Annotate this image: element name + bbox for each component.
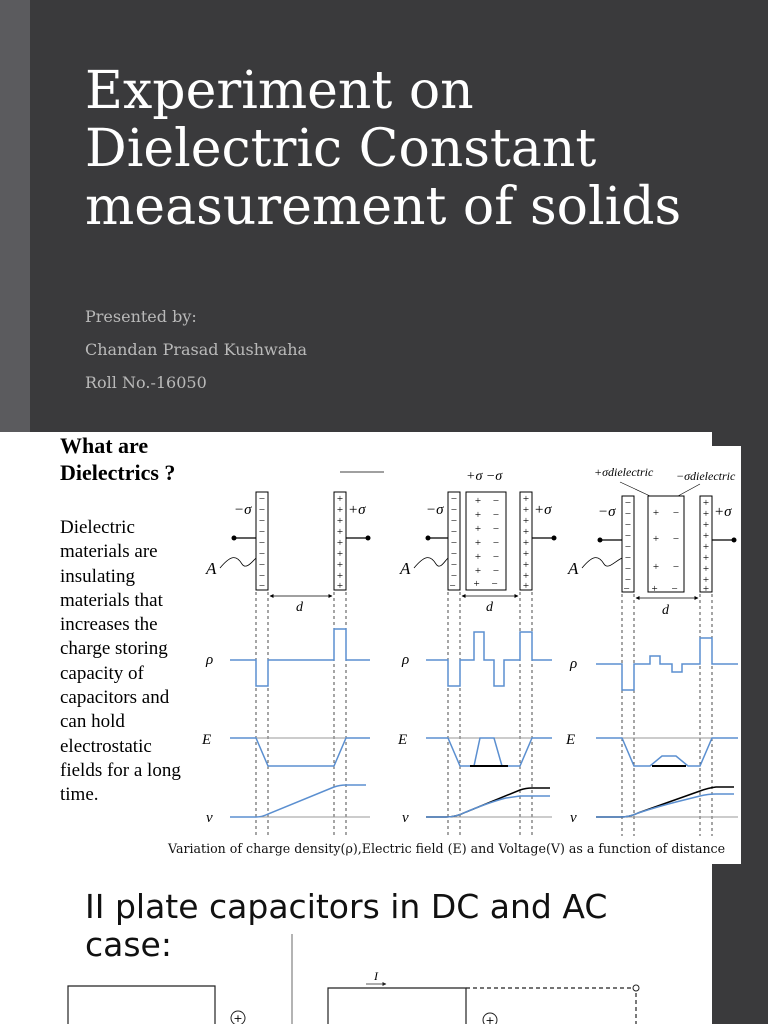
svg-text:v: v — [570, 810, 577, 826]
svg-text:E: E — [398, 732, 408, 748]
svg-text:−σ: −σ — [598, 504, 616, 520]
capacitor-heading: II plate capacitors in DC and AC case: — [85, 887, 608, 964]
slide-side-strip — [712, 864, 768, 1024]
plus-column: + + + + + + + + + — [336, 493, 344, 592]
current-label: I — [374, 969, 378, 983]
field-curve — [230, 738, 370, 766]
svg-text:E: E — [566, 732, 576, 748]
svg-text:+σ: +σ — [534, 502, 552, 518]
field-axis-label: E — [202, 732, 212, 748]
title-accent-bar — [0, 0, 30, 432]
title-slide — [0, 0, 768, 432]
svg-text:+: + — [233, 1012, 243, 1024]
capacitor-circuits — [60, 930, 660, 1024]
pair-sigma-label: +σ −σ — [466, 469, 503, 484]
svg-text:v: v — [402, 810, 409, 826]
voltage-axis-label: v — [206, 810, 213, 826]
presented-by-label: Presented by: — [85, 307, 197, 326]
roll-number: Roll No.-16050 — [85, 373, 207, 392]
presenter-name: Chandan Prasad Kushwaha — [85, 340, 308, 359]
rho-curve — [230, 629, 370, 686]
svg-text:ρ: ρ — [570, 656, 578, 672]
dielectrics-slide — [0, 432, 768, 864]
neg-sigma-dielectric-label: −σdielectric — [676, 469, 736, 483]
panel-vacuum — [201, 492, 371, 836]
dc-circuit — [68, 986, 245, 1024]
pos-sigma-dielectric-label: +σdielectric — [594, 465, 654, 479]
diagram-caption: Variation of charge density(ρ),Electric field (E) and Voltage(V) as a function of distance — [168, 841, 726, 856]
voltage-curve — [230, 785, 366, 817]
minus-column: − − − − − − − − − — [258, 493, 266, 592]
dielectrics-definition: Dielectric materials are insulating materials that increases the charge storing capacity of capacitors and can hold electrostatic fields for a long time. — [60, 517, 181, 806]
dielectrics-heading: What are Dielectrics ? — [60, 433, 176, 485]
capacitor-slide — [0, 864, 768, 1024]
rho-axis-label: ρ — [206, 652, 214, 668]
svg-text:−σ: −σ — [426, 502, 444, 518]
svg-text:−−−−−−−−− +++++++: − − − − − − − − − + + + + + + + − − − − − − − + + + + + + + + + — [449, 493, 530, 592]
svg-text:−−−−−−−−− ++++: − − − − − − − − − + + + + − − − − + + + + + + + + + — [623, 497, 710, 595]
svg-text:+σ: +σ — [714, 504, 732, 520]
svg-text:d: d — [486, 600, 493, 615]
panel-dielectric-bound-charge — [565, 465, 738, 836]
svg-text:d: d — [662, 603, 669, 618]
svg-text:A: A — [400, 559, 411, 578]
svg-text:+: + — [485, 1014, 495, 1024]
panel-dielectric-slab — [397, 469, 557, 836]
svg-text:A: A — [568, 559, 579, 578]
area-label: A — [206, 559, 217, 578]
presentation-title: Experiment on Dielectric Constant measurement of solids — [85, 61, 682, 237]
distance-label: d — [296, 600, 303, 615]
neg-sigma-label: −σ — [234, 502, 252, 518]
pos-sigma-label: +σ — [348, 502, 366, 518]
svg-text:ρ: ρ — [402, 652, 410, 668]
charge-field-voltage-diagram — [190, 446, 742, 838]
ac-circuit — [328, 969, 639, 1024]
